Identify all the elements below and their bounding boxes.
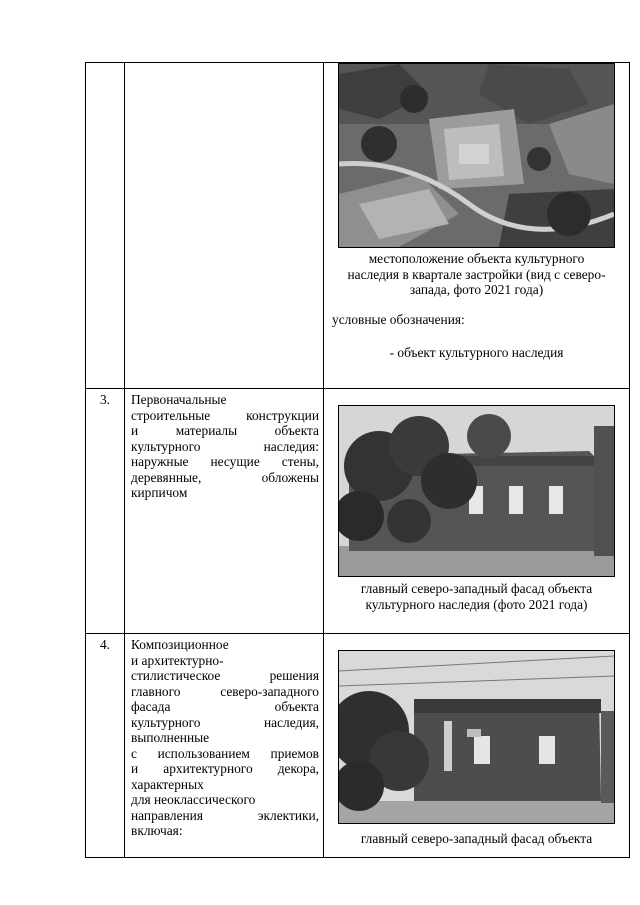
row-number: 4. bbox=[86, 634, 125, 858]
legend-item: - объект культурного наследия bbox=[389, 345, 564, 360]
photo-caption: главный северо-западный фасад объекта культурного наследия (фото 2021 года) bbox=[360, 581, 593, 612]
document-table bbox=[85, 62, 630, 858]
table-row bbox=[86, 634, 630, 858]
row-photo-cell bbox=[324, 63, 630, 389]
aerial-photo-icon bbox=[338, 63, 615, 248]
row-number: 3. bbox=[86, 389, 125, 634]
legend-title: условные обозначения: bbox=[332, 311, 465, 327]
building-facade-photo-icon bbox=[338, 650, 615, 824]
row-photo-cell bbox=[324, 389, 630, 634]
row-description: Композиционное и архитектурно- стилистическое решения главного северо-западного фасада объекта культурного наследия, выполненные с использованием приемов и архитектурного декора, характерных для неоклассического направления эклектики, включая: bbox=[125, 634, 324, 858]
row-photo-cell bbox=[324, 634, 630, 858]
row-description: Первоначальные строительные конструкции и материалы объекта культурного наследия: наружные несущие стены, деревянные, обложены кирпичом bbox=[125, 389, 324, 634]
building-photo-icon bbox=[338, 405, 615, 577]
table-row bbox=[86, 389, 630, 634]
photo-caption: местоположение объекта культурного наследия в квартале застройки (вид с северо- запада, фото 2021 года) bbox=[347, 251, 606, 297]
photo-caption: главный северо-западный фасад объекта bbox=[360, 831, 593, 846]
row-number bbox=[86, 63, 125, 389]
table-row bbox=[86, 63, 630, 389]
row-description bbox=[125, 63, 324, 389]
